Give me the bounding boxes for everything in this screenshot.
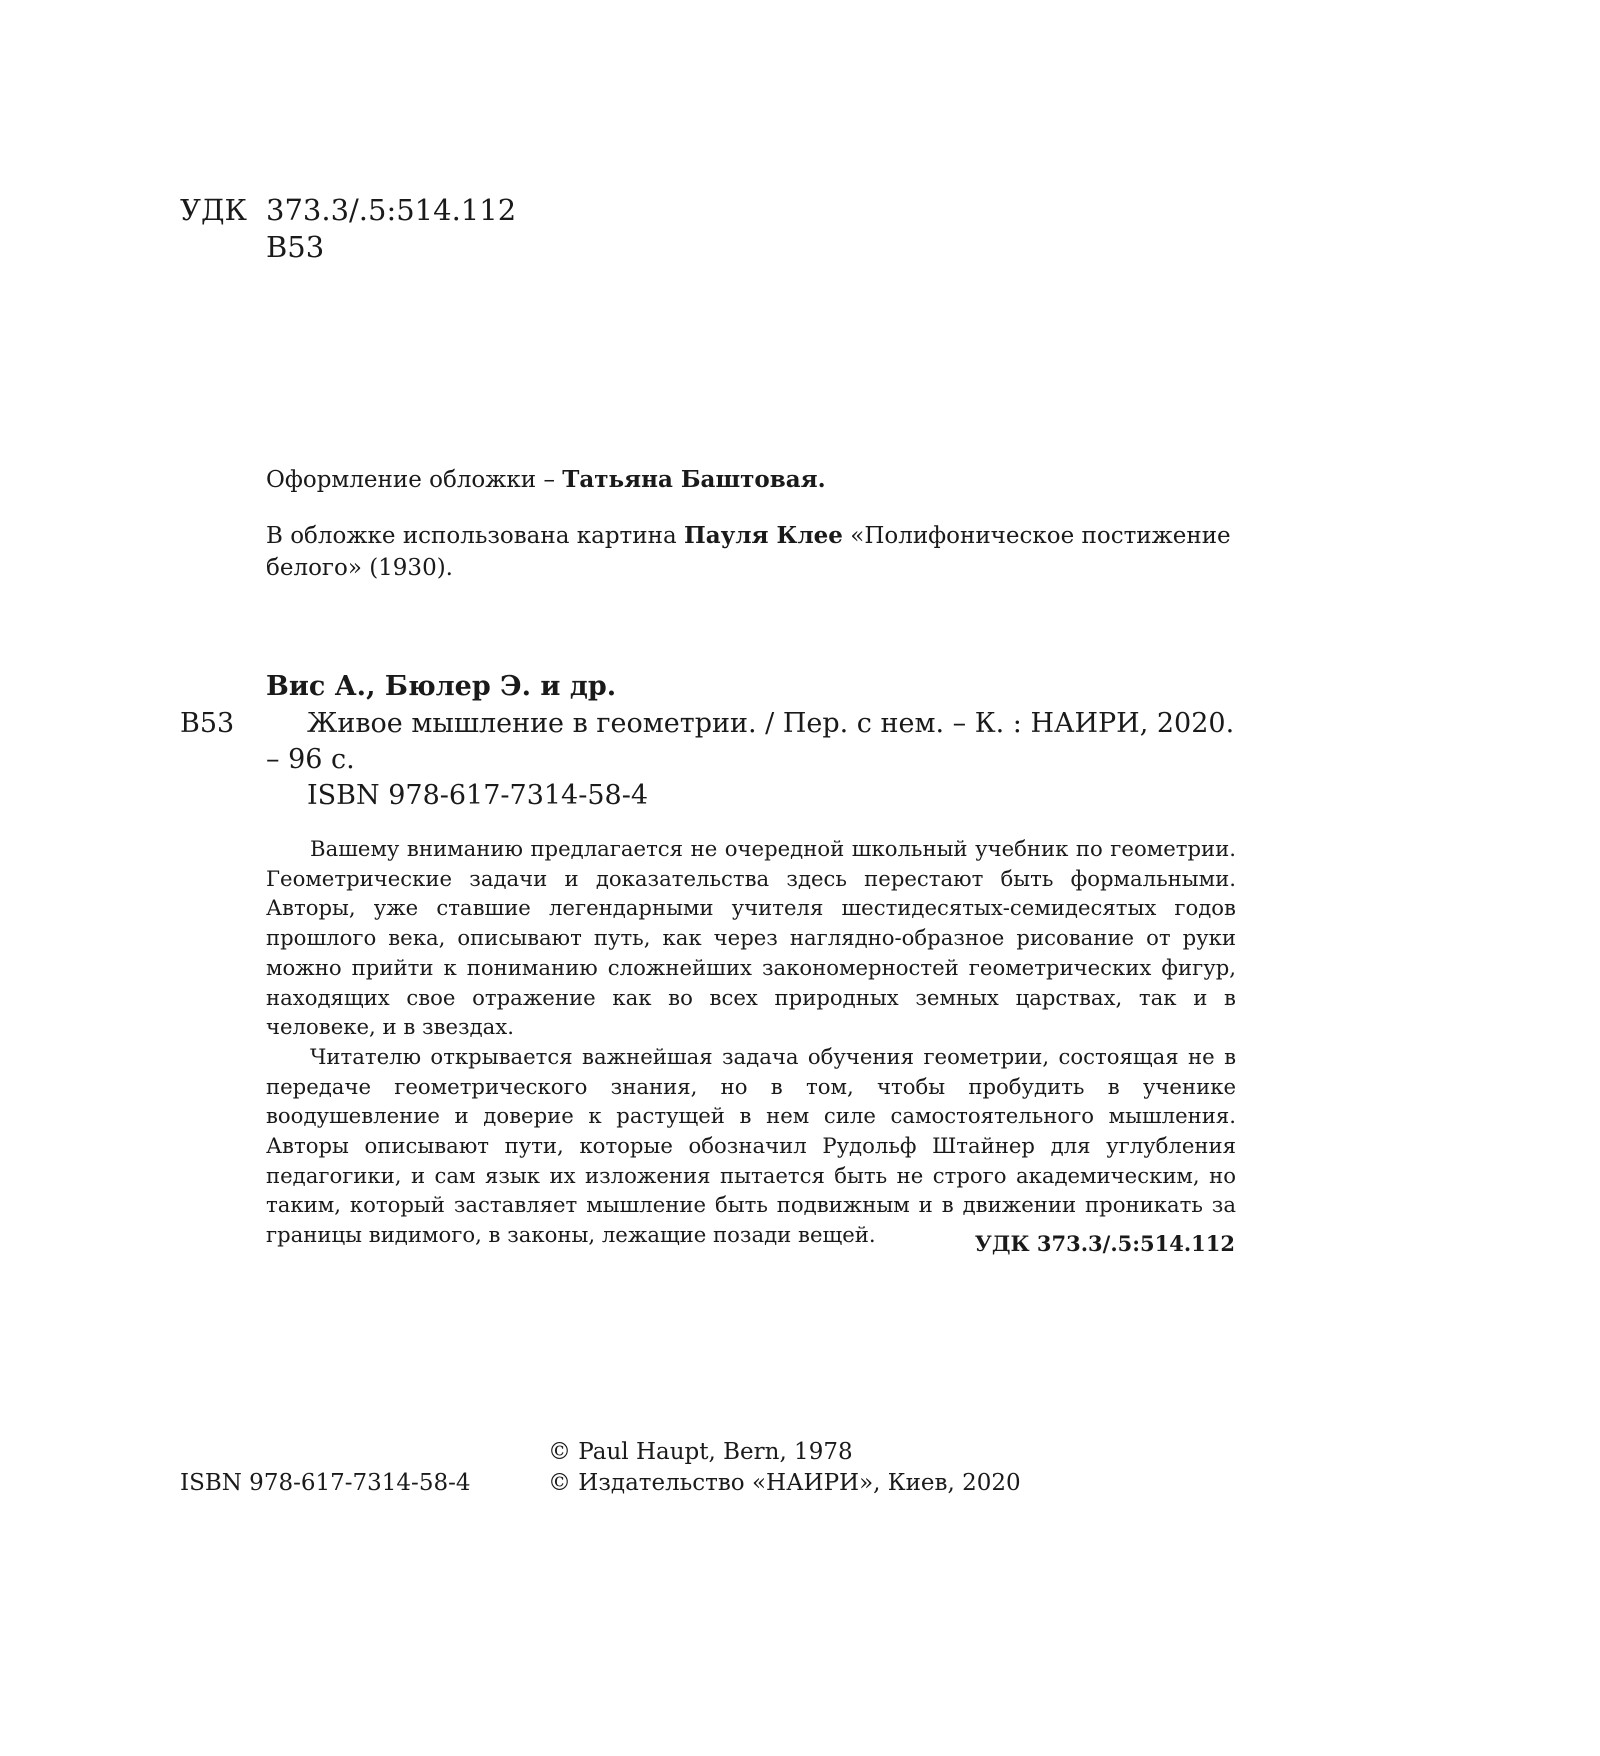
cover-art-artist: Пауля Клее	[683, 522, 843, 549]
isbn-biblio: ISBN 978-617-7314-58-4	[307, 780, 649, 811]
author-mark: В53	[266, 230, 325, 264]
cover-art-credit-line2: белого» (1930).	[266, 555, 453, 581]
abstract-paragraph-1: Вашему вниманию предлагается не очередной школьный учебник по геометрии. Геометрические задачи и доказательства здесь перестают быть формальными. Авторы, уже ставшие легендарными учителя шестидесятых-семидесятых годов прошлого века, описывают путь, как через наглядно-образное рисование от руки можно прийти к пониманию сложнейших закономерностей геометрических фигур, находящих свое отражение как во всех природных земных царствах, так и в человеке, и в звездах.	[266, 836, 1236, 1040]
copyright-publisher-original: © Paul Haupt, Bern, 1978	[548, 1439, 853, 1465]
authors: Вис А., Бюлер Э. и др.	[266, 671, 617, 702]
book-title-line: Живое мышление в геометрии. / Пер. с нем. – К. : НАИРИ, 2020.	[307, 708, 1235, 739]
isbn-imprint: ISBN 978-617-7314-58-4	[180, 1470, 471, 1496]
udk-footer: УДК 373.3/.5:514.112	[974, 1231, 1235, 1256]
cover-art-prefix: В обложке использована картина	[266, 523, 684, 549]
author-mark-biblio: В53	[180, 708, 235, 739]
cover-design-credit	[266, 463, 826, 497]
page-count: – 96 с.	[266, 744, 355, 775]
abstract-paragraph-2: Читателю открывается важнейшая задача обучения геометрии, состоящая не в передаче геометрического знания, но в том, чтобы пробудить в ученике воодушевление и доверие к растущей в нем силе самостоятельного мышления. Авторы описывают пути, которые обозначил Рудольф Штайнер для углубления педагогики, и сам язык их изложения пытается быть не строго академическим, но таким, который заставляет мышление быть подвижным и в движении проникать за границы видимого, в законы, лежащие позади вещей.	[266, 1043, 1236, 1248]
udk-code: 373.3/.5:514.112	[266, 193, 517, 227]
cover-design-prefix: Оформление обложки –	[266, 467, 563, 493]
udk-label: УДК	[180, 193, 247, 227]
abstract	[266, 834, 1236, 1250]
cover-art-credit-line1	[266, 519, 1231, 553]
cover-art-title: «Полифоническое постижение	[842, 523, 1231, 549]
copyright-publisher-edition: © Издательство «НАИРИ», Киев, 2020	[548, 1470, 1021, 1496]
cover-design-name: Татьяна Баштовая.	[562, 466, 826, 493]
